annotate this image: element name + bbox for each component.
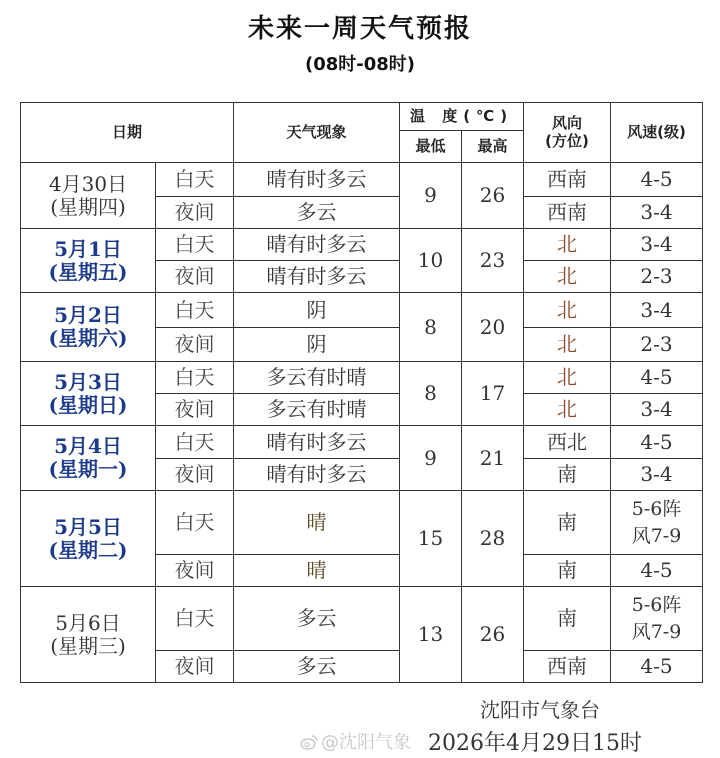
weather-cell: 晴 <box>234 491 400 555</box>
weather-cell: 晴有时多云 <box>234 426 400 459</box>
period-cell: 白天 <box>156 293 234 328</box>
table-row <box>21 163 703 197</box>
weather-cell: 多云 <box>234 197 400 229</box>
wind-direction-cell: 西南 <box>524 163 611 197</box>
date-cell <box>21 587 156 683</box>
wind-direction-cell: 北 <box>524 394 611 426</box>
weather-cell: 晴有时多云 <box>234 261 400 293</box>
temp-max-cell: 17 <box>462 362 524 426</box>
weekday-text: (星期六) <box>48 326 128 350</box>
weather-cell: 晴有时多云 <box>234 229 400 261</box>
date-text: 5月1日 <box>54 236 122 261</box>
wind-speed-line2: 风7-9 <box>631 524 682 547</box>
weather-cell: 阴 <box>234 293 400 328</box>
temp-min-cell: 15 <box>400 491 462 587</box>
wind-direction-cell: 西北 <box>524 426 611 459</box>
period-cell: 夜间 <box>156 459 234 491</box>
temp-min-cell: 13 <box>400 587 462 683</box>
date-text: 5月5日 <box>54 514 122 539</box>
period-cell: 白天 <box>156 362 234 394</box>
wind-direction-cell: 南 <box>524 491 611 555</box>
period-cell: 夜间 <box>156 197 234 229</box>
wind-speed-cell: 2-3 <box>611 328 703 362</box>
weather-cell: 多云 <box>234 651 400 683</box>
weekday-text: (星期二) <box>48 537 128 562</box>
wind-speed-cell: 4-5 <box>611 555 703 587</box>
table-row <box>21 426 703 459</box>
table-row <box>21 293 703 328</box>
weekday-text: (星期日) <box>48 392 128 417</box>
wind-speed-cell: 3-4 <box>611 293 703 328</box>
wind-speed-cell: 4-5 <box>611 362 703 394</box>
weather-cell: 阴 <box>234 328 400 362</box>
period-cell: 白天 <box>156 229 234 261</box>
temp-max-cell: 20 <box>462 293 524 362</box>
header-wind-speed: 风速(级) <box>611 103 703 163</box>
temp-min-cell: 10 <box>400 229 462 293</box>
wind-direction-cell: 南 <box>524 555 611 587</box>
period-cell: 白天 <box>156 426 234 459</box>
temp-min-cell: 8 <box>400 362 462 426</box>
period-cell: 夜间 <box>156 261 234 293</box>
wind-speed-cell: 4-5 <box>611 163 703 197</box>
forecast-table <box>20 102 703 683</box>
wind-direction-cell: 南 <box>524 587 611 651</box>
wind-speed-cell <box>611 587 703 651</box>
weekday-text: (星期五) <box>48 259 128 284</box>
period-cell: 白天 <box>156 587 234 651</box>
weather-cell: 晴有时多云 <box>234 459 400 491</box>
date-cell <box>21 426 156 491</box>
wind-speed-line1: 5-6阵 <box>631 497 682 520</box>
wind-direction-cell: 北 <box>524 261 611 293</box>
wind-speed-cell: 3-4 <box>611 394 703 426</box>
table-row <box>21 587 703 651</box>
date-text: 5月4日 <box>54 434 122 458</box>
wind-speed-cell: 3-4 <box>611 459 703 491</box>
header-weather: 天气现象 <box>234 103 400 163</box>
wind-direction-cell: 西南 <box>524 651 611 683</box>
wind-direction-cell: 南 <box>524 459 611 491</box>
date-text: 5月6日 <box>55 610 121 635</box>
temp-min-cell: 9 <box>400 426 462 491</box>
wind-direction-cell: 北 <box>524 229 611 261</box>
table-header <box>21 103 703 163</box>
date-text: 5月2日 <box>54 303 122 327</box>
table-body <box>21 163 703 683</box>
wind-direction-cell: 北 <box>524 362 611 394</box>
wind-speed-line2: 风7-9 <box>631 620 682 643</box>
header-wind-direction-line2: (方位) <box>545 131 589 150</box>
wind-speed-cell: 4-5 <box>611 426 703 459</box>
header-wind-direction <box>524 103 611 163</box>
wind-direction-cell: 北 <box>524 293 611 328</box>
header-date: 日期 <box>21 103 234 163</box>
weekday-text: (星期一) <box>48 457 128 481</box>
table-row <box>21 229 703 261</box>
wind-speed-cell: 3-4 <box>611 197 703 229</box>
issuing-office: 沈阳市气象台 <box>480 698 600 722</box>
table-row <box>21 491 703 555</box>
temp-max-cell: 23 <box>462 229 524 293</box>
period-cell: 夜间 <box>156 651 234 683</box>
table-row <box>21 362 703 394</box>
date-cell <box>21 491 156 587</box>
weather-cell: 多云 <box>234 587 400 651</box>
period-cell: 白天 <box>156 163 234 197</box>
wind-speed-cell: 4-5 <box>611 651 703 683</box>
weather-cell: 多云有时晴 <box>234 362 400 394</box>
page-title: 未来一周天气预报 <box>247 14 472 44</box>
weather-cell: 多云有时晴 <box>234 394 400 426</box>
header-temp-min: 最低 <box>400 131 462 163</box>
wind-direction-cell: 西南 <box>524 197 611 229</box>
wind-direction-cell: 北 <box>524 328 611 362</box>
header-temp-max: 最高 <box>462 131 524 163</box>
weibo-icon <box>300 734 318 750</box>
date-text: 4月30日 <box>48 171 128 196</box>
header-wind-direction-line1: 风向 <box>552 114 583 133</box>
temp-max-cell: 28 <box>462 491 524 587</box>
wind-speed-cell: 3-4 <box>611 229 703 261</box>
wind-speed-cell <box>611 491 703 555</box>
header-temperature: 温 度(℃) <box>400 103 524 131</box>
temp-max-cell: 21 <box>462 426 524 491</box>
date-text: 5月3日 <box>54 369 122 394</box>
weekday-text: (星期三) <box>50 633 126 658</box>
date-cell <box>21 362 156 426</box>
period-cell: 夜间 <box>156 555 234 587</box>
weather-cell: 晴 <box>234 555 400 587</box>
weather-cell: 晴有时多云 <box>234 163 400 197</box>
temp-max-cell: 26 <box>462 163 524 229</box>
date-cell <box>21 229 156 293</box>
temp-max-cell: 26 <box>462 587 524 683</box>
temp-min-cell: 8 <box>400 293 462 362</box>
wind-speed-cell: 2-3 <box>611 261 703 293</box>
period-cell: 夜间 <box>156 328 234 362</box>
date-cell <box>21 163 156 229</box>
wind-speed-line1: 5-6阵 <box>631 593 682 616</box>
temp-min-cell: 9 <box>400 163 462 229</box>
watermark <box>300 728 411 754</box>
issue-date: 2026年4月29日15时 <box>428 731 642 756</box>
date-cell <box>21 293 156 362</box>
period-cell: 夜间 <box>156 394 234 426</box>
weekday-text: (星期四) <box>50 194 126 219</box>
page-subtitle: (08时-08时) <box>304 54 416 75</box>
period-cell: 白天 <box>156 491 234 555</box>
watermark-text: @沈阳气象 <box>321 732 411 753</box>
